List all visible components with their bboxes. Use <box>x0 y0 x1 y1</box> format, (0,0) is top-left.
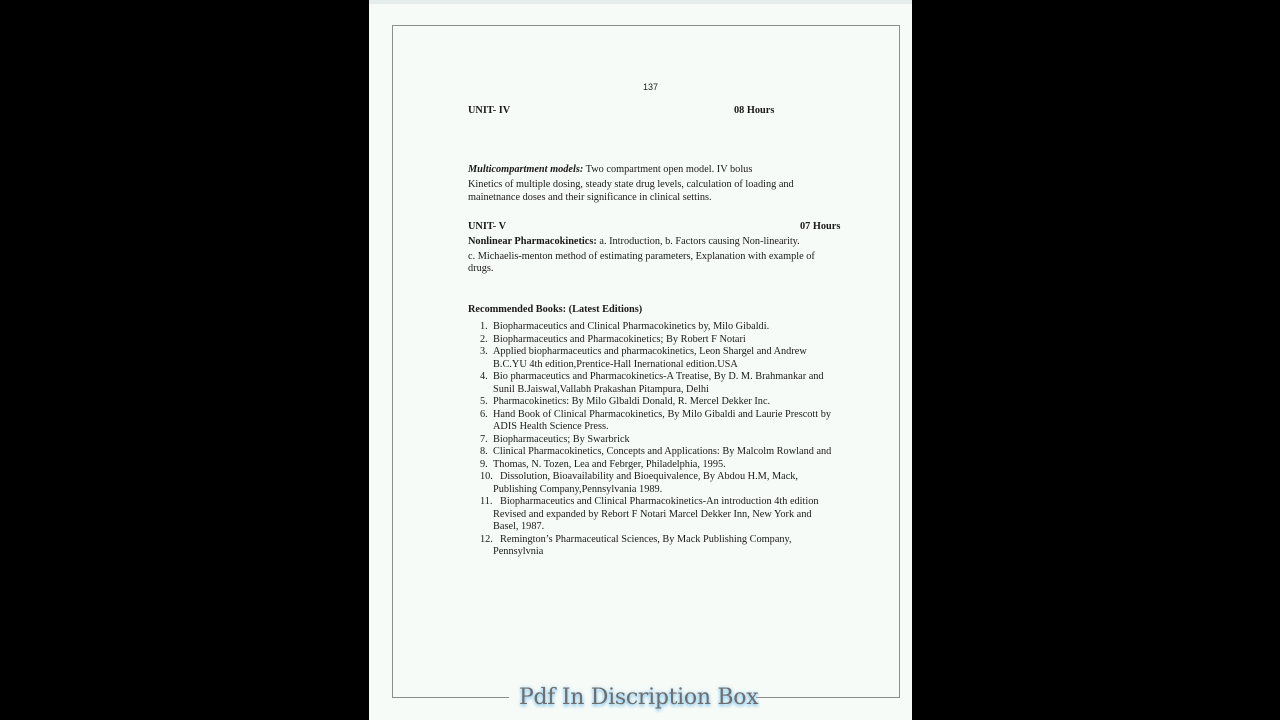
unit-v-hours: 07 Hours <box>800 221 841 232</box>
book-item-12 <box>480 534 831 559</box>
book-text-line: Pharmacokinetics: By Milo Glbaldi Donald, R. Mercel Dekker Inc. <box>493 396 771 407</box>
book-item-8 <box>480 446 831 459</box>
unit-v-line-1: c. Michaelis-menton method of estimating parameters, Explanation with example of <box>468 251 815 262</box>
book-text-line: Pennsylvnia <box>493 546 544 557</box>
recommended-books-heading: Recommended Books: (Latest Editions) <box>468 304 643 315</box>
book-text-line: B.C.YU 4th edition,Prentice-Hall Inernational edition.USA <box>493 358 738 370</box>
book-item-5 <box>480 396 831 409</box>
book-item-9 <box>480 459 831 472</box>
book-number: 2. <box>480 333 488 345</box>
unit-iv-hours: 08 Hours <box>734 105 775 116</box>
book-text-line: Basel, 1987. <box>493 521 545 532</box>
book-number: 9. <box>480 458 488 470</box>
book-number: 3. <box>480 346 488 357</box>
book-item-10 <box>480 471 831 496</box>
book-text-line: Thomas, N. Tozen, Lea and Febrger, Philadelphia, 1995. <box>493 458 726 470</box>
book-text-line: ADIS Health Science Press. <box>493 421 609 432</box>
book-number: 10. <box>480 471 493 482</box>
page-top-strip <box>369 0 912 4</box>
unit-iv-title: UNIT- IV <box>468 105 511 116</box>
book-number: 1. <box>480 321 488 332</box>
book-text-line: Biopharmaceutics; By Swarbrick <box>493 433 630 445</box>
book-item-7 <box>480 434 831 447</box>
book-number: 6. <box>480 408 488 420</box>
book-item-4 <box>480 371 831 396</box>
book-text-line: Biopharmaceutics and Clinical Pharmacokinetics-An introduction 4th edition <box>500 496 819 507</box>
book-number: 4. <box>480 371 488 382</box>
unit-v-topic <box>468 236 800 249</box>
book-number: 5. <box>480 396 488 407</box>
book-text-line: Dissolution, Bioavailability and Bioequivalence, By Abdou H.M, Mack, <box>500 471 799 482</box>
book-text-line: Remington’s Pharmaceutical Sciences, By Mack Publishing Company, <box>500 533 792 545</box>
book-text-line: Biopharmaceutics and Clinical Pharmacokinetics by, Milo Gibaldi. <box>493 321 770 332</box>
book-number: 12. <box>480 533 493 545</box>
unit-v-line-2: drugs. <box>468 263 494 274</box>
book-item-6 <box>480 409 831 434</box>
unit-iv-topic-heading: Multicompartment models: <box>468 164 584 175</box>
book-text-line: Sunil B.Jaiswal,Vallabh Prakashan Pitampura, Delhi <box>493 383 709 395</box>
book-item-1 <box>480 321 831 334</box>
book-number: 7. <box>480 433 488 445</box>
book-text-line: Publishing Company,Pennsylvania 1989. <box>493 483 663 495</box>
unit-iv-topic-text: Two compartment open model. IV bolus <box>583 164 753 175</box>
book-text-line: Biopharmaceutics and Pharmacokinetics; By Robert F Notari <box>493 333 746 345</box>
unit-v-topic-heading: Nonlinear Pharmacokinetics: <box>468 236 597 247</box>
book-item-2 <box>480 334 831 347</box>
unit-iv-topic <box>468 164 752 177</box>
book-text-line: Hand Book of Clinical Pharmacokinetics, By Milo Gibaldi and Laurie Prescott by <box>493 408 832 420</box>
book-number: 11. <box>480 496 493 507</box>
page-number: 137 <box>643 82 659 92</box>
unit-v-topic-text: a. Introduction, b. Factors causing Non-linearity. <box>596 236 800 247</box>
unit-iv-line-2: mainetnance doses and their significance in clinical settins. <box>468 192 712 203</box>
book-item-3 <box>480 346 831 371</box>
book-number: 8. <box>480 446 488 457</box>
book-text-line: Revised and expanded by Rebort F Notari Marcel Dekker Inn, New York and <box>493 508 812 520</box>
book-text-line: Clinical Pharmacokinetics, Concepts and Applications: By Malcolm Rowland and <box>493 446 832 457</box>
unit-iv-line-1: Kinetics of multiple dosing, steady state drug levels, calculation of loading and <box>468 179 794 190</box>
unit-v-title: UNIT- V <box>468 221 507 232</box>
pdf-caption-overlay: Pdf In Discription Box <box>519 685 759 710</box>
book-text-line: Applied biopharmaceutics and pharmacokinetics, Leon Shargel and Andrew <box>493 346 807 357</box>
book-text-line: Bio pharmaceutics and Pharmacokinetics-A Treatise, By D. M. Brahmankar and <box>493 371 824 382</box>
book-item-11 <box>480 496 831 534</box>
recommended-books-list <box>480 321 831 559</box>
